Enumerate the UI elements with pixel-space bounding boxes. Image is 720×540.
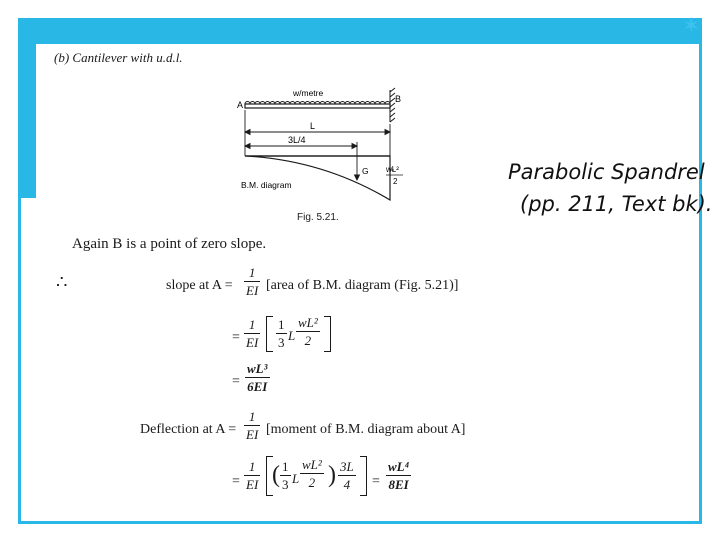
close-bracket <box>324 316 331 352</box>
section-label: (b) <box>54 50 70 65</box>
one-over-ei: 1 EI <box>246 265 259 298</box>
close-bracket <box>360 456 367 496</box>
slope-result: wL³ 6EI <box>247 361 268 394</box>
bm-diagram-label: B.M. diagram <box>241 180 292 190</box>
span-dimension <box>245 110 390 156</box>
cantilever-figure <box>228 84 418 206</box>
load-label: w/metre <box>293 88 324 98</box>
therefore-symbol: ∴ <box>56 272 68 292</box>
one-over-ei-3: 1 EI <box>246 409 259 442</box>
bm-diagram <box>245 156 394 200</box>
deflection-result: wL⁴ 8EI <box>388 459 410 492</box>
section-title: Cantilever with u.d.l. <box>72 50 183 65</box>
slide-frame-left <box>18 44 21 524</box>
length-l: L <box>288 328 296 343</box>
section-heading <box>54 50 183 66</box>
centroid-dimension <box>245 142 360 180</box>
span-label: L <box>310 121 316 131</box>
intro-text: Again B is a point of zero slope. <box>72 236 267 252</box>
beam <box>245 104 390 108</box>
point-a-label: A <box>237 100 244 110</box>
slide-frame-right <box>699 44 702 524</box>
length-l-2: L <box>292 471 300 486</box>
equals-sign: = <box>232 374 240 389</box>
equals-sign: = <box>232 474 240 489</box>
point-b-label: B <box>395 94 402 104</box>
handwritten-note-line-1: Parabolic Spandrel <box>508 160 705 184</box>
bm-value-denominator: 2 <box>393 177 398 186</box>
equals-sign: = <box>372 474 380 489</box>
equals-sign: = <box>232 330 240 345</box>
one-third-2: 1 3 <box>282 459 289 492</box>
centroid-distance-label: 3L/4 <box>288 135 306 145</box>
one-third: 1 3 <box>278 317 285 350</box>
bm-value-numerator: wL² <box>386 165 399 174</box>
slide-frame-top <box>18 18 702 44</box>
slope-lhs: slope at A = <box>166 278 233 293</box>
slide-frame-bottom <box>18 521 702 524</box>
intro-sentence <box>72 236 266 253</box>
open-bracket <box>266 316 273 352</box>
open-paren: ( <box>272 462 280 488</box>
wl2-over-2-b: wL² 2 <box>302 457 322 490</box>
three-l-over-4: 3L 4 <box>340 459 354 492</box>
slope-bracket-text: [area of B.M. diagram (Fig. 5.21)] <box>266 278 459 293</box>
handwritten-note-line-2: (pp. 211, Text bk). <box>520 192 713 216</box>
figure-caption: Fig. 5.21. <box>297 212 339 223</box>
deflection-lhs: Deflection at A = <box>140 422 237 437</box>
one-over-ei-2: 1 EI <box>246 317 259 350</box>
close-paren: ) <box>328 462 336 488</box>
wl2-over-2: wL² 2 <box>298 315 318 348</box>
sparkle-icon: ✶ <box>682 14 701 39</box>
deflection-bracket-text: [moment of B.M. diagram about A] <box>266 422 466 437</box>
centroid-label: G <box>362 166 369 176</box>
one-over-ei-4: 1 EI <box>246 459 259 492</box>
